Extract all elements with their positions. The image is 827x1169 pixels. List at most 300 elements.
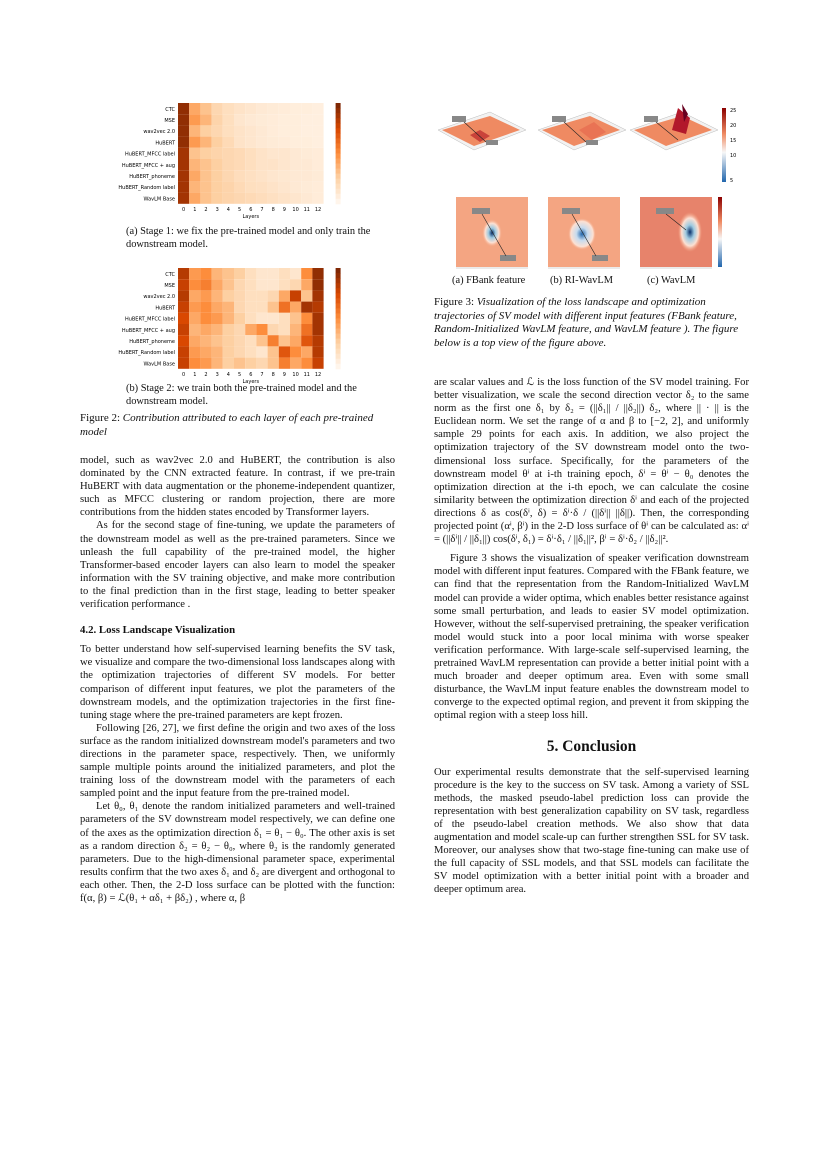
heatmap-cell <box>256 279 267 290</box>
heatmap-cell <box>256 114 267 125</box>
heatmap-cell <box>234 302 245 313</box>
heatmap-cell <box>223 137 234 148</box>
heatmap-row-label: WavLM Base <box>143 196 175 203</box>
paragraph: Figure 3 shows the visualization of speaker verification downstream model with different input features. Compared with the FBank feature, we can find that the representation from the Random-Initialized WavLM model can provide a wider optima, which enables better resistance against some small perturbation, and leads to easier SV model optimization. However, without the self-supervised pretraining, the speaker verification model would stuck into a poor local minima with worse speaker verification performance. With large-scale self-supervised learning, the pretrained WavLM representation can provide a better initial point with a much broader and deeper optimum area. Even with some small disturbance, the WavLM input feature enables the downstream model to converge to the expected optimal region, and prevent it from skipping the optimal region with a steep loss hill. <box>434 553 749 722</box>
heatmap-cell <box>212 159 223 170</box>
heatmap-cell <box>178 290 189 301</box>
paragraph: Following [26, 27], we first define the origin and two axes of the loss surface as the random initialized downstream model's parameters and two directions in the parameter space, respectively. Then, we uniformly sample multiple points around the initialized parameters, and plot the training loss of the downstream model with the parameters of each sampled point and the input feature from the pre-trained model. <box>80 722 395 800</box>
heatmap-cell <box>245 302 256 313</box>
heatmap-cell <box>279 170 290 181</box>
paragraph: model, such as wav2vec 2.0 and HuBERT, the contribution is also dominated by the CNN extracted feature. In contrast, if we pre-train HuBERT with data augmentation or the phoneme-independent quantizer, such as MFCC clustering or random projection, there are more contributions from the hidden states encoded by Transformer layers. <box>80 455 395 519</box>
figure-2 <box>80 95 395 440</box>
heatmap-cell <box>301 279 312 290</box>
heatmap-colorbar-segment <box>336 354 341 360</box>
heatmap-cell <box>212 313 223 324</box>
paragraph: Let θ₀, θ₁ denote the random initialized parameters and well-trained parameters of the SV downstream model respectively, we can define one of the axes as the optimization direction δ₁ = θ₁ − θ₀. The other axis is set as a random direction δ₂ = θ₂ − θ₀, where θ₂ is the randomly generated parameters. Due to the high-dimensional parameter space, experimental results confirm that the two axes δ₁ and δ₂ are divergent and orthogonal to each other. Then, the 2-D loss surface can be plotted with the function: f(α, β) = ℒ(θ₁ + αδ₁ + βδ₂) , where α, β <box>80 801 395 904</box>
heatmap-cell <box>223 114 234 125</box>
heatmap-cell <box>279 114 290 125</box>
paragraph: are scalar values and ℒ is the loss function of the SV model training. For better visualization, we scale the second direction vector δ₂ to the same norm as the first one δ₁ by δ₂ = (||δ₁|| / ||δ₂||) δ₂, where || · || is the Euclidean norm. We set the range of α and β to [−2, 2], and uniformly sample 29 points for each axis. In addition, we also project the optimization trajectory of the SV downstream model onto the two-dimensional loss surface. Specifically, for the parameters of the downstream model θⁱ at i-th training epoch, δⁱ = θⁱ − θ₀ denotes the optimization direction at the i-th epoch, we can calculate the cosine similarity between the optimization direction δⁱ and each of the projected directions δ as cos(δⁱ, δ) = δⁱ·δ / (||δⁱ|| ||δ||). Then, the corresponding projected point (αⁱ, βⁱ) in the 2-D loss surface of θⁱ can be calculated as: αⁱ = (||δⁱ|| / ||δ₁||) cos(δⁱ, δ₁) = δⁱ·δ₁ / ||δ₁||², βⁱ = δⁱ·δ₂ / ||δ₂||². <box>434 377 749 546</box>
heatmap-row-label: HuBERT_MFCC label <box>124 151 175 158</box>
surface-fbank <box>438 112 526 150</box>
heatmap-cell <box>200 193 211 204</box>
heatmap-cell <box>301 125 312 136</box>
heatmap-cell <box>312 193 323 204</box>
heatmap-cell <box>178 114 189 125</box>
surface-wavlm <box>630 104 718 150</box>
heatmap-cell <box>312 346 323 357</box>
heatmap-x-tick: 11 <box>303 371 310 378</box>
heatmap-cell <box>312 358 323 369</box>
heatmap-cell <box>290 279 301 290</box>
heatmap-cell <box>245 103 256 114</box>
heatmap-cell <box>178 346 189 357</box>
heatmap-cell <box>256 268 267 279</box>
heatmap-cell <box>223 159 234 170</box>
heatmap-cell <box>178 193 189 204</box>
heatmap-cell <box>189 358 200 369</box>
heatmap-cell <box>301 137 312 148</box>
heatmap-x-tick: 3 <box>215 206 219 213</box>
heatmap-colorbar-segment <box>336 199 341 205</box>
heatmap-cell <box>268 335 279 346</box>
heatmap-row-label: MSE <box>164 283 175 290</box>
heatmap-x-tick: 11 <box>303 206 310 213</box>
heatmap-colorbar-segment <box>336 349 341 355</box>
heatmap-cell <box>245 159 256 170</box>
heatmap-cell <box>256 324 267 335</box>
cbar-tick: 10 <box>730 153 737 159</box>
heatmap-cell <box>312 170 323 181</box>
heatmap-x-tick: 10 <box>292 371 299 378</box>
heatmap-cell <box>256 159 267 170</box>
heatmap-cell <box>223 268 234 279</box>
heatmap-row-label: MSE <box>164 118 175 125</box>
fig3-caption-label: Figure 3: <box>434 296 475 308</box>
heatmap-cell <box>212 137 223 148</box>
heatmap-cell <box>312 114 323 125</box>
heatmap-cell <box>178 148 189 159</box>
heatmap-cell <box>212 324 223 335</box>
heatmap-cell <box>189 279 200 290</box>
heatmap-cell <box>279 193 290 204</box>
heatmap-row-label: CTC <box>165 271 175 278</box>
heatmap-cell <box>268 159 279 170</box>
heatmap-colorbar-segment <box>336 103 341 109</box>
heatmap-cell <box>234 358 245 369</box>
heatmap-cell <box>245 346 256 357</box>
heatmap-cell <box>245 114 256 125</box>
heatmap-x-tick: 0 <box>182 371 186 378</box>
heatmap-cell <box>189 193 200 204</box>
heatmap-colorbar-segment <box>336 344 341 350</box>
heatmap-colorbar-segment <box>336 169 341 175</box>
heatmap-cell <box>212 279 223 290</box>
heatmap-cell <box>223 324 234 335</box>
heatmap-cell <box>279 181 290 192</box>
heatmap-x-tick: 8 <box>271 371 275 378</box>
heatmap-cell <box>312 302 323 313</box>
heatmap-cell <box>312 335 323 346</box>
heatmap-row-label: HuBERT_MFCC label <box>124 316 175 323</box>
heatmap-x-tick: 2 <box>204 206 208 213</box>
cbar-tick: 20 <box>730 123 737 129</box>
heatmap-cell <box>301 148 312 159</box>
colorbar-bottom <box>718 197 722 267</box>
heatmap-colorbar-segment <box>336 133 341 139</box>
heatmap-x-tick: 0 <box>182 206 186 213</box>
heatmap-cell <box>290 290 301 301</box>
heatmap-cell <box>301 358 312 369</box>
paragraph: To better understand how self-supervised learning benefits the SV task, we visualize and compare the two-dimensional loss landscapes along with the optimization trajectories of different SV models. For better comparison of different input features, we plot the parameters of the downstream models, and the optimization trajectories in the first fine-tuning stage where the pre-trained parameters are kept frozen. <box>80 644 395 721</box>
heatmap-cell <box>268 148 279 159</box>
heatmap-cell <box>256 346 267 357</box>
heatmap-cell <box>189 313 200 324</box>
heatmap-cell <box>312 290 323 301</box>
heatmap-cell <box>268 114 279 125</box>
fig3-sublabel-a: (a) FBank feature <box>452 275 526 286</box>
heatmap-cell <box>212 114 223 125</box>
heatmap-cell <box>301 290 312 301</box>
heatmap-row-label: HuBERT_MFCC + aug <box>121 327 175 334</box>
heatmap-cell <box>200 268 211 279</box>
heatmap-cell <box>245 170 256 181</box>
heatmap-cell <box>245 181 256 192</box>
heatmap-colorbar-segment <box>336 288 341 294</box>
heatmap-cell <box>301 170 312 181</box>
fig2a-caption: (a) Stage 1: we fix the pre-trained model and only train the downstream model. <box>126 226 371 250</box>
heatmap-colorbar-segment <box>336 158 341 164</box>
heatmap-colorbar-segment <box>336 118 341 124</box>
colorbar-top <box>722 108 736 184</box>
heatmap-cell <box>268 313 279 324</box>
heatmap-cell <box>268 181 279 192</box>
heatmap-cell <box>212 193 223 204</box>
heatmap-cell <box>234 346 245 357</box>
section-heading: 4.2. Loss Landscape Visualization <box>80 624 236 637</box>
heatmap-x-tick: 12 <box>314 206 322 213</box>
fig2-caption-text: Contribution attributed to each layer of each pre-trained model <box>80 412 374 438</box>
heatmap-cell <box>290 114 301 125</box>
heatmap-xlabel: Layers <box>242 378 260 385</box>
heatmap-cell <box>268 170 279 181</box>
heatmap-colorbar-segment <box>336 138 341 144</box>
heatmap-cell <box>234 170 245 181</box>
heatmap-colorbar-segment <box>336 308 341 314</box>
heatmap-colorbar-segment <box>336 303 341 309</box>
heatmap-cell <box>234 335 245 346</box>
heatmap-cell <box>223 125 234 136</box>
heatmap-cell <box>290 302 301 313</box>
heatmap-cell <box>290 313 301 324</box>
heatmap-cell <box>301 193 312 204</box>
heatmap-cell <box>178 159 189 170</box>
heatmap-cell <box>189 268 200 279</box>
heatmap-cell <box>290 268 301 279</box>
heatmap-cell <box>279 268 290 279</box>
heatmap-cell <box>223 170 234 181</box>
heatmap-cell <box>189 103 200 114</box>
loss-landscape-figure <box>434 100 749 280</box>
heatmap-cell <box>301 268 312 279</box>
heatmap-cell <box>189 125 200 136</box>
heatmap-cell <box>212 125 223 136</box>
heatmap-cell <box>256 302 267 313</box>
heatmap-cell <box>290 181 301 192</box>
heatmap-colorbar-segment <box>336 163 341 169</box>
fig3-sublabel-c: (c) WavLM <box>647 275 696 286</box>
heatmap-cell <box>178 137 189 148</box>
heatmap-x-tick: 6 <box>249 371 253 378</box>
left-column <box>80 454 395 905</box>
heatmap-cell <box>189 346 200 357</box>
heatmap-colorbar-segment <box>336 298 341 304</box>
heatmap-cell <box>200 181 211 192</box>
heatmap-cell <box>245 148 256 159</box>
heatmap-cell <box>256 335 267 346</box>
heatmap-cell <box>200 137 211 148</box>
paragraph: Our experimental results demonstrate that the self-supervised learning procedure is the key to the success on SV task. Among a variety of SSL methods, the masked pseudo-label prediction loss can provide the representation with best generalization capability on SV task, regardless of the pseudo-label creation methods. We also show that data augmentation and model scale-up can further strengthen SSL for SV task. Moreover, our analyses show that two-stage fine-tuning can make use of the full capacity of SSL models, and that SSL models can facilitate the SV model optimization with a better initial point with a broader and deeper optimum area. <box>434 766 749 896</box>
heatmap-cell <box>234 268 245 279</box>
heatmap-x-tick: 3 <box>215 371 219 378</box>
heatmap-colorbar-segment <box>336 364 341 370</box>
heatmap-colorbar-segment <box>336 179 341 185</box>
heatmap-cell <box>279 125 290 136</box>
heatmap-cell <box>279 103 290 114</box>
heatmap-cell <box>200 103 211 114</box>
heatmap-cell <box>178 335 189 346</box>
heatmap-cell <box>279 279 290 290</box>
heatmap-cell <box>212 335 223 346</box>
heatmap-cell <box>301 114 312 125</box>
heatmap-cell <box>189 148 200 159</box>
fig2b-caption: (b) Stage 2: we train both the pre-trained model and the downstream model. <box>126 383 357 407</box>
heatmap-cell <box>234 137 245 148</box>
heatmap-x-tick: 8 <box>271 206 275 213</box>
heatmap-cell <box>178 181 189 192</box>
heatmap-cell <box>301 313 312 324</box>
heatmap-cell <box>301 346 312 357</box>
heatmap-cell <box>200 148 211 159</box>
heatmap-cell <box>312 103 323 114</box>
heatmap-cell <box>279 137 290 148</box>
heatmap-cell <box>268 279 279 290</box>
heatmap-cell <box>245 268 256 279</box>
heatmap-cell <box>189 181 200 192</box>
heatmap-cell <box>200 346 211 357</box>
heatmap-colorbar-segment <box>336 334 341 340</box>
heatmap-cell <box>245 193 256 204</box>
heatmap-cell <box>200 335 211 346</box>
heatmap-cell <box>279 148 290 159</box>
heatmap-cell <box>268 193 279 204</box>
heatmap-cell <box>256 148 267 159</box>
heatmap-row-label: WavLM Base <box>143 361 175 368</box>
heatmap-x-tick: 9 <box>282 206 286 213</box>
heatmap-colorbar-segment <box>336 323 341 329</box>
heatmap-row-label: HuBERT_Random label <box>118 185 175 192</box>
heatmap-cell <box>223 302 234 313</box>
heatmap-cell <box>268 302 279 313</box>
heatmap-cell <box>212 268 223 279</box>
heatmap-cell <box>312 181 323 192</box>
heatmap-cell <box>290 324 301 335</box>
cbar-tick: 5 <box>730 178 734 184</box>
heatmap-colorbar-segment <box>336 108 341 114</box>
heatmap-cell <box>178 125 189 136</box>
heatmap-x-tick: 10 <box>292 206 299 213</box>
paragraph: As for the second stage of fine-tuning, we update the parameters of the downstream model as well as the pre-trained parameters. Since we unleash the full capability of the pre-trained model, the higher Transformer-based encoder layers can also learn to model the speaker information with the SV training objective, and make more contribution to the final prediction than in the first stage, leading to better speaker verification performance . <box>80 520 395 611</box>
heatmap-cell <box>268 125 279 136</box>
heatmap-x-tick: 12 <box>314 371 322 378</box>
heatmap-cell <box>223 290 234 301</box>
heatmap-colorbar-segment <box>336 194 341 200</box>
topview-ri-wavlm <box>548 197 620 267</box>
heatmap-cell <box>256 313 267 324</box>
heatmap-x-tick: 4 <box>226 206 230 213</box>
heatmap-cell <box>312 279 323 290</box>
heatmap-cell <box>189 137 200 148</box>
heatmap-colorbar-segment <box>336 313 341 319</box>
heatmap-cell <box>256 358 267 369</box>
heatmap-cell <box>301 302 312 313</box>
heatmap-cell <box>245 290 256 301</box>
heatmap-row-label: HuBERT_phoneme <box>129 339 175 346</box>
heatmap-cell <box>245 125 256 136</box>
heatmap-colorbar-segment <box>336 283 341 289</box>
heatmap-cell <box>268 103 279 114</box>
heatmap-cell <box>234 290 245 301</box>
heatmap-cell <box>312 159 323 170</box>
section-heading: 5. Conclusion <box>546 738 637 756</box>
heatmap-cell <box>290 159 301 170</box>
heatmap-cell <box>290 335 301 346</box>
heatmap-x-tick: 2 <box>204 371 208 378</box>
heatmap-cell <box>234 114 245 125</box>
heatmap-colorbar-segment <box>336 123 341 129</box>
cbar-tick: 15 <box>730 138 737 144</box>
heatmap-cell <box>234 324 245 335</box>
heatmap-cell <box>200 159 211 170</box>
heatmap-colorbar-segment <box>336 143 341 149</box>
heatmap-cell <box>200 279 211 290</box>
heatmap-x-tick: 5 <box>238 206 242 213</box>
heatmap-cell <box>223 148 234 159</box>
heatmap-cell <box>189 324 200 335</box>
heatmap-cell <box>301 159 312 170</box>
heatmap-row-label: CTC <box>165 106 175 113</box>
heatmap-cell <box>279 302 290 313</box>
heatmap-cell <box>256 290 267 301</box>
heatmap-xlabel: Layers <box>242 213 260 220</box>
heatmap-row-label: wav2vec 2.0 <box>143 294 175 301</box>
heatmap-colorbar-segment <box>336 278 341 284</box>
heatmap-cell <box>301 103 312 114</box>
heatmap-cell <box>234 181 245 192</box>
heatmap-cell <box>312 125 323 136</box>
heatmap-cell <box>279 313 290 324</box>
heatmap-cell <box>212 346 223 357</box>
heatmap-cell <box>234 159 245 170</box>
heatmap-cell <box>256 125 267 136</box>
heatmap-cell <box>279 324 290 335</box>
heatmap-cell <box>234 193 245 204</box>
heatmap-row-label: HuBERT <box>155 140 175 147</box>
heatmap-colorbar-segment <box>336 328 341 334</box>
heatmap-cell <box>223 103 234 114</box>
heatmap-cell <box>290 170 301 181</box>
heatmap-cell <box>234 103 245 114</box>
fig3-caption <box>434 296 749 350</box>
heatmap-colorbar-segment <box>336 273 341 279</box>
heatmap-cell <box>279 290 290 301</box>
heatmap-x-tick: 1 <box>193 371 197 378</box>
heatmap-cell <box>256 170 267 181</box>
heatmap-cell <box>200 125 211 136</box>
topview-fbank <box>456 197 528 267</box>
fig3-sublabel-b: (b) RI-WavLM <box>550 275 613 286</box>
heatmap-row-label: wav2vec 2.0 <box>143 129 175 136</box>
heatmap-cell <box>212 148 223 159</box>
heatmap-cell <box>256 137 267 148</box>
cbar-tick: 25 <box>730 108 737 114</box>
heatmap-cell <box>279 358 290 369</box>
heatmap-cell <box>312 137 323 148</box>
heatmap-cell <box>290 346 301 357</box>
heatmap-cell <box>178 313 189 324</box>
heatmap-cell <box>212 170 223 181</box>
heatmap-cell <box>223 313 234 324</box>
heatmap-cell <box>200 114 211 125</box>
heatmap-cell <box>212 302 223 313</box>
heatmap-colorbar-segment <box>336 174 341 180</box>
heatmap-colorbar-segment <box>336 184 341 190</box>
heatmap-colorbar-segment <box>336 113 341 119</box>
heatmap-cell <box>200 290 211 301</box>
heatmap-cell <box>245 313 256 324</box>
heatmap-x-tick: 1 <box>193 206 197 213</box>
heatmap-cell <box>212 290 223 301</box>
heatmap-cell <box>234 125 245 136</box>
heatmap-cell <box>234 313 245 324</box>
heatmap-cell <box>268 268 279 279</box>
heatmap-cell <box>312 268 323 279</box>
surface-ri-wavlm <box>538 112 626 150</box>
heatmap-colorbar-segment <box>336 318 341 324</box>
heatmap-cell <box>178 170 189 181</box>
heatmap-cell <box>200 170 211 181</box>
heatmap-cell <box>245 358 256 369</box>
heatmap-x-tick: 7 <box>260 371 264 378</box>
heatmap-cell <box>223 346 234 357</box>
heatmap-cell <box>312 148 323 159</box>
heatmap-cell <box>212 358 223 369</box>
heatmap-colorbar-segment <box>336 189 341 195</box>
heatmap-cell <box>178 324 189 335</box>
heatmap-cell <box>279 159 290 170</box>
fig2-caption <box>80 412 395 439</box>
heatmap-x-tick: 4 <box>226 371 230 378</box>
heatmap-cell <box>178 268 189 279</box>
heatmap-cell <box>200 358 211 369</box>
heatmap-cell <box>256 181 267 192</box>
heatmap-colorbar-segment <box>336 128 341 134</box>
heatmap-cell <box>279 346 290 357</box>
heatmap-cell <box>178 103 189 114</box>
heatmap-cell <box>301 335 312 346</box>
heatmap-x-tick: 7 <box>260 206 264 213</box>
heatmap-cell <box>301 181 312 192</box>
heatmap-cell <box>290 103 301 114</box>
